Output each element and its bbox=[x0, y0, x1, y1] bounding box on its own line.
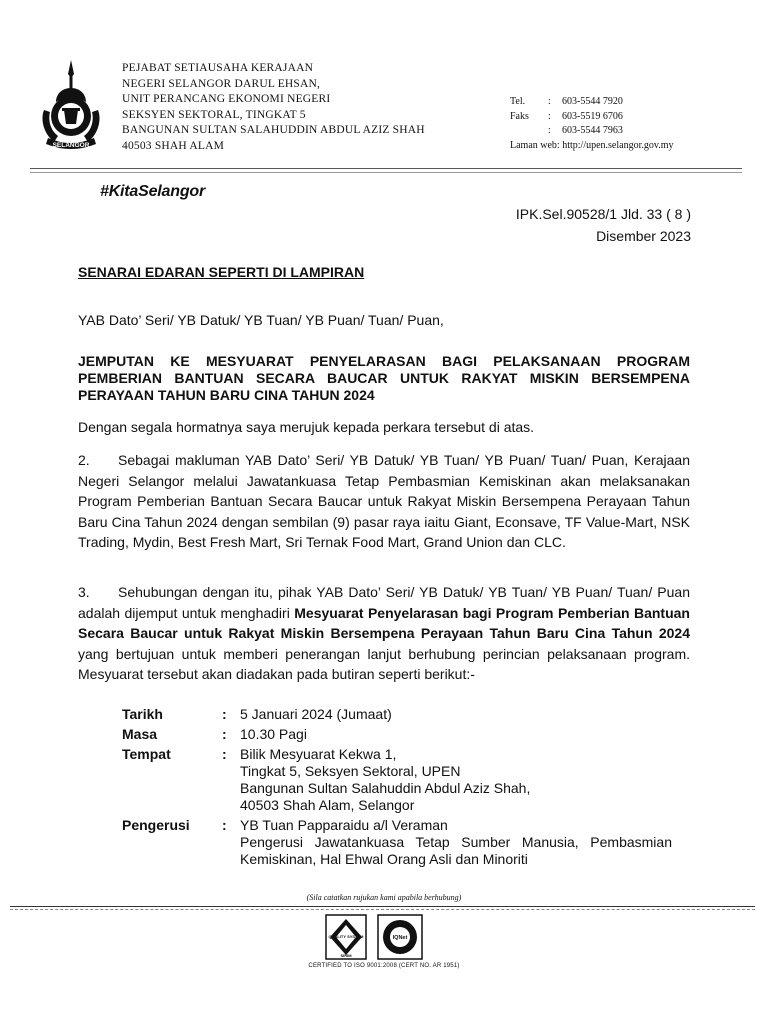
salutation: YAB Dato’ Seri/ YB Datuk/ YB Tuan/ YB Puan/ Tuan/ Puan, bbox=[78, 312, 444, 328]
paragraph-text-cont: yang bertujuan untuk memberi penerangan lanjut berhubung perincian pelaksanaan program. Mesyuarat tersebut akan diadakan pada butiran seperti berikut:- bbox=[78, 645, 690, 682]
address-line: NEGERI SELANGOR DARUL EHSAN, bbox=[122, 77, 321, 90]
contact-value: 603-5544 7963 bbox=[562, 125, 623, 136]
detail-value: 10.30 Pagi bbox=[240, 726, 307, 742]
address-line: BANGUNAN SULTAN SALAHUDDIN ABDUL AZIZ SHAH bbox=[122, 124, 425, 136]
letterhead-contact bbox=[510, 95, 674, 153]
detail-separator: : bbox=[222, 746, 227, 762]
chair-name: YB Tuan Papparaidu a/l Veraman bbox=[240, 817, 448, 833]
selangor-crest-logo bbox=[36, 58, 106, 158]
detail-label: Masa bbox=[122, 726, 158, 742]
detail-label: Tempat bbox=[122, 746, 171, 762]
certification-text: CERTIFIED TO ISO 9001:2008 (CERT NO. AR 1951) bbox=[308, 963, 460, 969]
contact-row-fax-2 bbox=[510, 124, 674, 139]
subject-heading: JEMPUTAN KE MESYUARAT PENYELARASAN BAGI PELAKSANAAN PROGRAM PEMBERIAN BANTUAN SECARA BAUCAR UNTUK RAKYAT MISKIN BERSEMPENA PERAYAAN TAHUN BARU CINA TAHUN 2024 bbox=[78, 353, 690, 403]
contact-row-fax bbox=[510, 110, 674, 125]
footer-divider bbox=[10, 906, 755, 907]
paragraph-number: 3. bbox=[78, 584, 90, 600]
paragraph-text: Sehubungan dengan itu, pihak YAB Dato’ Seri/ YB Datuk/ YB Tuan/ YB Puan/ Tuan/ Puan adalah dijemput untuk menghadiri bbox=[78, 584, 690, 621]
detail-separator: : bbox=[222, 817, 227, 833]
contact-separator: : bbox=[548, 125, 551, 136]
venue-line: 40503 Shah Alam, Selangor bbox=[240, 797, 415, 813]
detail-separator: : bbox=[222, 726, 227, 742]
paragraph-2 bbox=[78, 450, 690, 553]
venue-line: Bangunan Sultan Salahuddin Abdul Aziz Shah, bbox=[240, 780, 531, 796]
address-line: UNIT PERANCANG EKONOMI NEGERI bbox=[122, 93, 331, 105]
detail-value bbox=[240, 746, 672, 814]
svg-text:QUALITY SYSTEM: QUALITY SYSTEM bbox=[328, 934, 364, 939]
detail-label: Pengerusi bbox=[122, 817, 190, 833]
contact-row-web bbox=[510, 139, 674, 154]
contact-row-tel bbox=[510, 95, 674, 110]
detail-separator: : bbox=[222, 706, 227, 722]
crest-caption: SELANGOR bbox=[52, 142, 90, 149]
detail-row-time bbox=[122, 726, 672, 743]
paragraph-text: Sebagai makluman YAB Dato’ Seri/ YB Datuk/ YB Tuan/ YB Puan/ Tuan/ Puan, Kerajaan Negeri Selangor melalui Jawatankuasa Tetap Pembasmian Kemiskinan akan melaksanakan Program Pemberian Bantuan Secara Baucar untuk Rakyat Miskin Bersempena Perayaan Tahun Baru Cina Tahun 2024 dengan sembilan (9) pasar raya iaitu Giant, Econsave, TF Value-Mart, NSK Trading, Mydin, Best Fresh Mart, Sri Ternak Food Mart, Grand Union dan CLC. bbox=[78, 452, 690, 550]
letterhead-divider bbox=[30, 168, 742, 169]
iqnet-logo bbox=[378, 915, 422, 959]
contact-separator: : bbox=[548, 96, 551, 107]
svg-text:IQNet: IQNet bbox=[392, 935, 408, 941]
slogan: #KitaSelangor bbox=[100, 183, 205, 200]
chair-title: Pengerusi Jawatankuasa Tetap Sumber Manusia, Pembasmian Kemiskinan, Hal Ehwal Orang Asli dan Minoriti bbox=[240, 834, 672, 867]
meeting-title: Mesyuarat Penyelarasan bagi Program Pemberian Bantuan Secara Baucar untuk Rakyat Miskin Bersempena Perayaan Tahun Baru Cina Tahun 2024 bbox=[78, 604, 690, 641]
recipients-title: SENARAI EDARAN SEPERTI DI LAMPIRAN bbox=[78, 264, 365, 280]
address-line: PEJABAT SETIAUSAHA KERAJAAN bbox=[122, 62, 314, 74]
certification-logos bbox=[318, 913, 448, 961]
letterhead-divider-thin bbox=[30, 172, 742, 173]
letter-date: Disember 2023 bbox=[596, 228, 691, 244]
detail-row-chair bbox=[122, 817, 672, 868]
svg-text:SIRIM: SIRIM bbox=[340, 953, 352, 958]
file-reference: IPK.Sel.90528/1 Jld. 33 ( 8 ) bbox=[515, 206, 691, 222]
footer-note: (Sila catatkan rujukan kami apabila berhubung) bbox=[306, 893, 462, 902]
detail-value bbox=[240, 817, 672, 868]
contact-value: 603-5544 7920 bbox=[562, 96, 623, 107]
address-line: 40503 SHAH ALAM bbox=[122, 139, 225, 152]
reference-block bbox=[516, 203, 691, 247]
footer-divider-dashed bbox=[10, 909, 755, 910]
letterhead-address bbox=[122, 61, 425, 154]
contact-value: 603-5519 6706 bbox=[562, 110, 623, 122]
detail-value: 5 Januari 2024 (Jumaat) bbox=[240, 706, 392, 722]
greeting: Dengan segala hormatnya saya merujuk kepada perkara tersebut di atas. bbox=[78, 419, 535, 435]
paragraph-number: 2. bbox=[78, 452, 90, 468]
detail-label: Tarikh bbox=[122, 706, 163, 722]
contact-label: Tel. bbox=[510, 96, 526, 107]
sirim-logo bbox=[326, 915, 366, 959]
detail-row-venue bbox=[122, 746, 672, 814]
venue-line: Tingkat 5, Seksyen Sektoral, UPEN bbox=[240, 763, 461, 779]
venue-line: Bilik Mesyuarat Kekwa 1, bbox=[240, 746, 397, 762]
meeting-details bbox=[122, 706, 672, 868]
paragraph-3 bbox=[78, 582, 690, 685]
detail-row-date bbox=[122, 706, 672, 723]
web-label: Laman web: bbox=[510, 139, 560, 151]
address-line: SEKSYEN SEKTORAL, TINGKAT 5 bbox=[122, 108, 306, 121]
web-link[interactable]: http://upen.selangor.gov.my bbox=[562, 139, 674, 151]
contact-label: Faks bbox=[510, 110, 529, 122]
contact-separator: : bbox=[548, 110, 551, 122]
